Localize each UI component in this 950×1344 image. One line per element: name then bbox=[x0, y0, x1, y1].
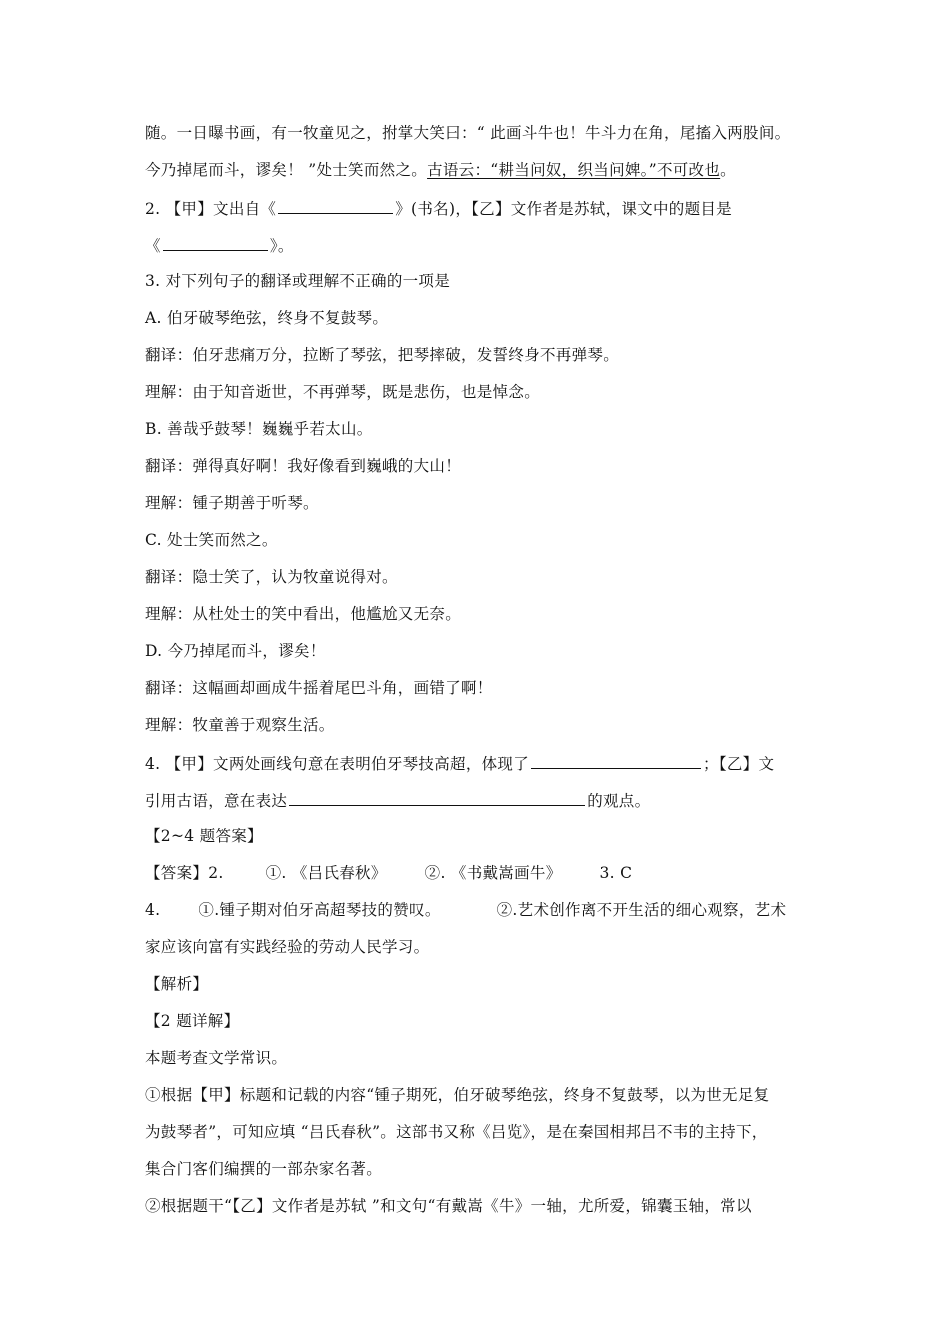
answer-blank-jia[interactable] bbox=[531, 752, 701, 769]
option-b-translation: 翻译：弹得真好啊！我好像看到巍峨的大山！ bbox=[145, 457, 462, 475]
option-c-understanding: 理解：从杜处士的笑中看出，他尴尬又无奈。 bbox=[145, 605, 462, 623]
q2-mid: 》(书名)，【乙】文作者是苏轼，课文中的题目是 bbox=[395, 200, 732, 218]
q4-end: 的观点。 bbox=[587, 792, 651, 810]
option-b-understanding: 理解：锺子期善于听琴。 bbox=[145, 494, 319, 512]
passage-period: 。 bbox=[720, 161, 736, 179]
option-d-translation: 翻译：这幅画却画成牛摇着尾巴斗角，画错了啊！ bbox=[145, 679, 493, 697]
q2-open-bracket: 《 bbox=[145, 237, 161, 255]
explanation-1-line-3: 集合门客们编撰的一部杂家名著。 bbox=[145, 1160, 383, 1178]
passage-line-1: 随。一日曝书画，有一牧童见之，拊掌大笑曰：“ 此画斗牛也！牛斗力在角，尾搐入两股间。 bbox=[145, 124, 791, 142]
answer-4-2: ②.艺术创作离不开生活的细心观察，艺术 bbox=[496, 901, 787, 919]
option-c: C. 处士笑而然之。 bbox=[145, 531, 278, 549]
answer-2-2: ②. 《书戴嵩画牛》 bbox=[424, 864, 562, 882]
answer-line-1 bbox=[145, 863, 825, 883]
answer-4-1: ①.锺子期对伯牙高超琴技的赞叹。 bbox=[198, 901, 441, 919]
q4-cont: 引用古语，意在表达 bbox=[145, 792, 288, 810]
question-2-line-2 bbox=[145, 234, 825, 256]
answer-4-num: 4. bbox=[145, 901, 161, 919]
q2-detail-heading: 【2 题详解】 bbox=[145, 1012, 240, 1030]
option-a-translation: 翻译：伯牙悲痛万分，拉断了琴弦，把琴摔破，发誓终身不再弹琴。 bbox=[145, 346, 620, 364]
option-a-understanding: 理解：由于知音逝世，不再弹琴，既是悲伤，也是悼念。 bbox=[145, 383, 541, 401]
q2-close-bracket: 》。 bbox=[269, 237, 294, 255]
answer-label: 【答案】2. bbox=[145, 864, 224, 882]
explanation-1-line-1: ①根据【甲】标题和记载的内容“锺子期死，伯牙破琴绝弦，终身不复鼓琴，以为世无足复 bbox=[145, 1086, 770, 1104]
passage-line-2 bbox=[145, 160, 825, 180]
option-b: B. 善哉乎鼓琴！巍巍乎若太山。 bbox=[145, 420, 373, 438]
q4-yi: ；【乙】文 bbox=[703, 755, 775, 773]
answer-blank-book-name[interactable] bbox=[278, 197, 393, 214]
analysis-heading: 【解析】 bbox=[145, 975, 209, 993]
answer-2-1: ①. 《吕氏春秋》 bbox=[265, 864, 387, 882]
option-d-understanding: 理解：牧童善于观察生活。 bbox=[145, 716, 335, 734]
passage-text: 今乃掉尾而斗，谬矣！ ”处士笑而然之。 bbox=[145, 161, 428, 179]
answer-line-3: 家应该向富有实践经验的劳动人民学习。 bbox=[145, 938, 430, 956]
answer-blank-yi[interactable] bbox=[289, 789, 585, 806]
question-2-line-1 bbox=[145, 197, 825, 219]
underlined-quote: 古语云：“耕当问奴，织当问婢。”不可改也 bbox=[427, 161, 721, 179]
answer-heading: 【2~4 题答案】 bbox=[145, 827, 263, 845]
q4-prefix: 4. 【甲】文两处画线句意在表明伯牙琴技高超，体现了 bbox=[145, 755, 530, 773]
q2-prefix: 2. 【甲】文出自《 bbox=[145, 200, 277, 218]
option-c-translation: 翻译：隐士笑了，认为牧童说得对。 bbox=[145, 568, 398, 586]
explanation-1-line-2: 为鼓琴者”，可知应填 “吕氏春秋”。这部书又称《吕览》，是在秦国相邦吕不韦的主持下， bbox=[145, 1123, 768, 1141]
option-d: D. 今乃掉尾而斗，谬矣！ bbox=[145, 642, 326, 660]
answer-3: 3. C bbox=[599, 864, 633, 882]
answer-blank-title[interactable] bbox=[163, 234, 268, 251]
question-3: 3. 对下列句子的翻译或理解不正确的一项是 bbox=[145, 272, 451, 290]
explanation-2-line-1: ②根据题干“【乙】文作者是苏轼 ”和文句“有戴嵩《牛》一轴，尤所爱，锦囊玉轴，常以 bbox=[145, 1197, 752, 1215]
option-a: A. 伯牙破琴绝弦，终身不复鼓琴。 bbox=[145, 309, 389, 327]
topic-line: 本题考查文学常识。 bbox=[145, 1049, 288, 1067]
question-4-line-2 bbox=[145, 789, 825, 811]
question-4-line-1 bbox=[145, 752, 825, 774]
answer-line-2 bbox=[145, 900, 825, 920]
